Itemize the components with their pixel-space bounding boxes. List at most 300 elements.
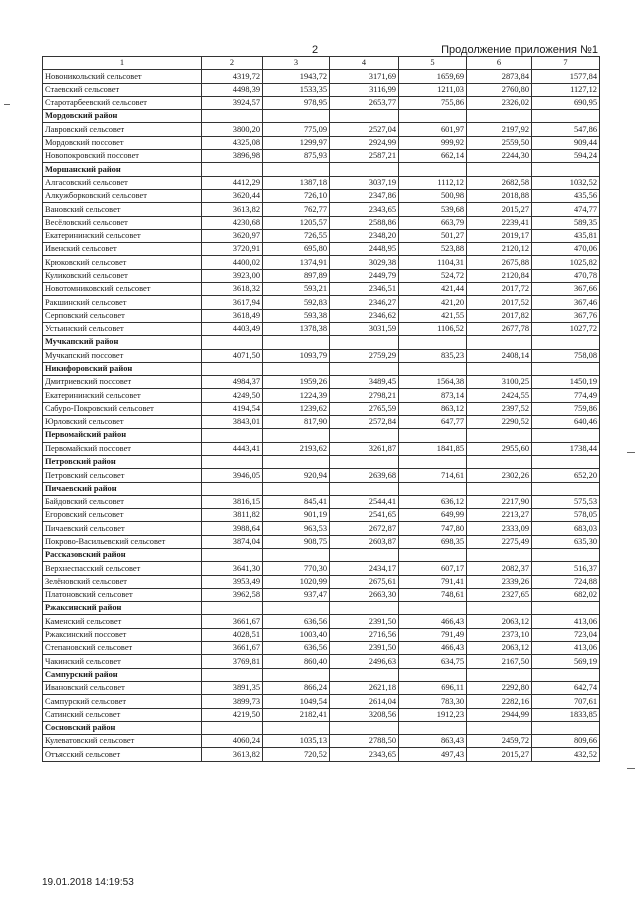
value-cell: 1106,52	[399, 322, 467, 335]
empty-cell	[330, 668, 399, 681]
value-cell: 909,44	[532, 136, 600, 149]
value-cell: 4249,50	[202, 389, 263, 402]
empty-cell	[202, 721, 263, 734]
district-row	[43, 482, 600, 495]
empty-cell	[399, 336, 467, 349]
value-cell: 2244,30	[467, 150, 532, 163]
value-cell: 1299,97	[263, 136, 330, 149]
empty-cell	[467, 429, 532, 442]
value-cell: 3891,35	[202, 681, 263, 694]
value-cell: 3617,94	[202, 296, 263, 309]
empty-cell	[263, 602, 330, 615]
value-cell: 2944,99	[467, 708, 532, 721]
settlement-name: Серповский сельсовет	[43, 309, 202, 322]
settlements-table	[42, 56, 600, 762]
table-row	[43, 655, 600, 668]
settlement-name: Юрловский сельсовет	[43, 416, 202, 429]
value-cell: 2391,50	[330, 642, 399, 655]
value-cell: 1049,54	[263, 695, 330, 708]
value-cell: 2572,84	[330, 416, 399, 429]
empty-cell	[263, 163, 330, 176]
value-cell: 421,20	[399, 296, 467, 309]
empty-cell	[202, 455, 263, 468]
empty-cell	[263, 455, 330, 468]
value-cell: 2182,41	[263, 708, 330, 721]
value-cell: 4325,08	[202, 136, 263, 149]
value-cell: 636,56	[263, 615, 330, 628]
value-cell: 2675,61	[330, 575, 399, 588]
value-cell: 1027,72	[532, 322, 600, 335]
value-cell: 3618,49	[202, 309, 263, 322]
value-cell: 4403,49	[202, 322, 263, 335]
value-cell: 4194,54	[202, 402, 263, 415]
value-cell: 3899,73	[202, 695, 263, 708]
table-row	[43, 469, 600, 482]
value-cell: 3116,99	[330, 83, 399, 96]
value-cell: 3800,20	[202, 123, 263, 136]
value-cell: 501,27	[399, 229, 467, 242]
table-row	[43, 748, 600, 761]
district-name: Мучкапский район	[43, 336, 202, 349]
value-cell: 720,52	[263, 748, 330, 761]
value-cell: 3261,87	[330, 442, 399, 455]
value-cell: 682,02	[532, 588, 600, 601]
value-cell: 3037,19	[330, 176, 399, 189]
value-cell: 2343,65	[330, 203, 399, 216]
value-cell: 4028,51	[202, 628, 263, 641]
settlement-name: Сабуро-Покровский сельсовет	[43, 402, 202, 415]
value-cell: 2292,80	[467, 681, 532, 694]
value-cell: 1093,79	[263, 349, 330, 362]
value-cell: 2639,68	[330, 469, 399, 482]
value-cell: 3661,67	[202, 642, 263, 655]
table-row	[43, 216, 600, 229]
value-cell: 636,56	[263, 642, 330, 655]
settlement-name: Егоровский сельсовет	[43, 509, 202, 522]
value-cell: 1020,99	[263, 575, 330, 588]
empty-cell	[202, 482, 263, 495]
value-cell: 2682,58	[467, 176, 532, 189]
table-row	[43, 283, 600, 296]
settlement-name: Екатерининский сельсовет	[43, 389, 202, 402]
value-cell: 1833,85	[532, 708, 600, 721]
value-cell: 690,95	[532, 96, 600, 109]
value-cell: 809,66	[532, 735, 600, 748]
value-cell: 755,86	[399, 96, 467, 109]
value-cell: 523,88	[399, 243, 467, 256]
value-cell: 435,81	[532, 229, 600, 242]
value-cell: 474,77	[532, 203, 600, 216]
district-name: Петровский район	[43, 455, 202, 468]
value-cell: 500,98	[399, 189, 467, 202]
value-cell: 770,30	[263, 562, 330, 575]
value-cell: 2424,55	[467, 389, 532, 402]
settlement-name: Лавровский сельсовет	[43, 123, 202, 136]
table-row	[43, 96, 600, 109]
value-cell: 470,06	[532, 243, 600, 256]
value-cell: 3843,01	[202, 416, 263, 429]
value-cell: 569,19	[532, 655, 600, 668]
district-row	[43, 362, 600, 375]
empty-cell	[330, 336, 399, 349]
value-cell: 594,24	[532, 150, 600, 163]
empty-cell	[532, 548, 600, 561]
table-row	[43, 735, 600, 748]
value-cell: 4230,68	[202, 216, 263, 229]
table-row	[43, 615, 600, 628]
value-cell: 2955,60	[467, 442, 532, 455]
value-cell: 578,05	[532, 509, 600, 522]
empty-cell	[263, 429, 330, 442]
value-cell: 3661,67	[202, 615, 263, 628]
table-row	[43, 695, 600, 708]
value-cell: 707,61	[532, 695, 600, 708]
value-cell: 683,03	[532, 522, 600, 535]
value-cell: 747,80	[399, 522, 467, 535]
empty-cell	[263, 482, 330, 495]
empty-cell	[532, 668, 600, 681]
district-name: Мордовский район	[43, 110, 202, 123]
settlement-name: Верхнеспасский сельсовет	[43, 562, 202, 575]
table-row	[43, 123, 600, 136]
value-cell: 3618,32	[202, 283, 263, 296]
value-cell: 2653,77	[330, 96, 399, 109]
settlement-name: Пичаевский сельсовет	[43, 522, 202, 535]
value-cell: 2326,02	[467, 96, 532, 109]
value-cell: 2587,21	[330, 150, 399, 163]
table-row	[43, 575, 600, 588]
empty-cell	[263, 362, 330, 375]
value-cell: 4984,37	[202, 376, 263, 389]
value-cell: 2603,87	[330, 535, 399, 548]
settlement-name: Зелёновский сельсовет	[43, 575, 202, 588]
value-cell: 3953,49	[202, 575, 263, 588]
value-cell: 726,55	[263, 229, 330, 242]
empty-cell	[330, 362, 399, 375]
value-cell: 873,14	[399, 389, 467, 402]
district-name: Пичаевский район	[43, 482, 202, 495]
district-name: Рассказовский район	[43, 548, 202, 561]
table-row	[43, 442, 600, 455]
table-row	[43, 269, 600, 282]
table-row	[43, 708, 600, 721]
value-cell: 2290,52	[467, 416, 532, 429]
value-cell: 1104,31	[399, 256, 467, 269]
value-cell: 2391,50	[330, 615, 399, 628]
empty-cell	[202, 602, 263, 615]
table-row	[43, 376, 600, 389]
empty-cell	[202, 429, 263, 442]
table-row	[43, 189, 600, 202]
value-cell: 1032,52	[532, 176, 600, 189]
settlement-name: Сампурский сельсовет	[43, 695, 202, 708]
settlement-name: Стаевский сельсовет	[43, 83, 202, 96]
empty-cell	[330, 429, 399, 442]
value-cell: 435,56	[532, 189, 600, 202]
empty-cell	[532, 362, 600, 375]
value-cell: 2063,12	[467, 642, 532, 655]
value-cell: 937,47	[263, 588, 330, 601]
settlement-name: Кулеватовский сельсовет	[43, 735, 202, 748]
empty-cell	[399, 110, 467, 123]
empty-cell	[532, 482, 600, 495]
settlement-name: Мордовский поссовет	[43, 136, 202, 149]
column-header: 5	[399, 57, 467, 70]
empty-cell	[263, 548, 330, 561]
value-cell: 1378,38	[263, 322, 330, 335]
empty-cell	[399, 163, 467, 176]
value-cell: 539,68	[399, 203, 467, 216]
empty-cell	[532, 429, 600, 442]
value-cell: 2496,63	[330, 655, 399, 668]
settlement-name: Мучкапский поссовет	[43, 349, 202, 362]
value-cell: 662,14	[399, 150, 467, 163]
table-row	[43, 642, 600, 655]
value-cell: 1564,38	[399, 376, 467, 389]
page-number: 2	[312, 44, 319, 56]
column-header: 6	[467, 57, 532, 70]
value-cell: 663,79	[399, 216, 467, 229]
value-cell: 3946,05	[202, 469, 263, 482]
value-cell: 1959,26	[263, 376, 330, 389]
table-row	[43, 349, 600, 362]
column-number-row	[43, 57, 600, 70]
empty-cell	[532, 721, 600, 734]
empty-cell	[202, 362, 263, 375]
value-cell: 2302,26	[467, 469, 532, 482]
value-cell: 3962,58	[202, 588, 263, 601]
empty-cell	[399, 668, 467, 681]
print-timestamp: 19.01.2018 14:19:53	[42, 877, 134, 888]
empty-cell	[467, 455, 532, 468]
empty-cell	[467, 336, 532, 349]
value-cell: 3613,82	[202, 203, 263, 216]
value-cell: 421,44	[399, 283, 467, 296]
value-cell: 3613,82	[202, 748, 263, 761]
table-row	[43, 296, 600, 309]
value-cell: 726,10	[263, 189, 330, 202]
empty-cell	[330, 721, 399, 734]
value-cell: 3620,97	[202, 229, 263, 242]
value-cell: 413,06	[532, 615, 600, 628]
empty-cell	[263, 668, 330, 681]
empty-cell	[330, 482, 399, 495]
value-cell: 714,61	[399, 469, 467, 482]
value-cell: 875,93	[263, 150, 330, 163]
settlement-name: Екатерининский сельсовет	[43, 229, 202, 242]
value-cell: 524,72	[399, 269, 467, 282]
value-cell: 2197,92	[467, 123, 532, 136]
table-row	[43, 628, 600, 641]
value-cell: 2327,65	[467, 588, 532, 601]
value-cell: 2672,87	[330, 522, 399, 535]
table-row	[43, 322, 600, 335]
value-cell: 2759,29	[330, 349, 399, 362]
value-cell: 845,41	[263, 495, 330, 508]
value-cell: 466,43	[399, 642, 467, 655]
value-cell: 2798,21	[330, 389, 399, 402]
value-cell: 652,20	[532, 469, 600, 482]
value-cell: 817,90	[263, 416, 330, 429]
value-cell: 2347,86	[330, 189, 399, 202]
settlement-name: Петровский сельсовет	[43, 469, 202, 482]
value-cell: 1387,18	[263, 176, 330, 189]
value-cell: 4060,24	[202, 735, 263, 748]
value-cell: 2541,65	[330, 509, 399, 522]
column-header: 2	[202, 57, 263, 70]
value-cell: 920,94	[263, 469, 330, 482]
value-cell: 516,37	[532, 562, 600, 575]
table-row	[43, 70, 600, 83]
value-cell: 2333,09	[467, 522, 532, 535]
value-cell: 2397,52	[467, 402, 532, 415]
value-cell: 2017,52	[467, 296, 532, 309]
value-cell: 1127,12	[532, 83, 600, 96]
settlement-name: Первомайский поссовет	[43, 442, 202, 455]
column-header: 1	[43, 57, 202, 70]
value-cell: 1035,13	[263, 735, 330, 748]
empty-cell	[263, 110, 330, 123]
settlement-name: Ракшинский сельсовет	[43, 296, 202, 309]
value-cell: 695,80	[263, 243, 330, 256]
value-cell: 3031,59	[330, 322, 399, 335]
value-cell: 4071,50	[202, 349, 263, 362]
district-row	[43, 455, 600, 468]
value-cell: 575,53	[532, 495, 600, 508]
value-cell: 2239,41	[467, 216, 532, 229]
value-cell: 4219,50	[202, 708, 263, 721]
value-cell: 592,83	[263, 296, 330, 309]
value-cell: 547,86	[532, 123, 600, 136]
value-cell: 3620,44	[202, 189, 263, 202]
district-name: Сампурский район	[43, 668, 202, 681]
table-row	[43, 243, 600, 256]
value-cell: 367,46	[532, 296, 600, 309]
value-cell: 1211,03	[399, 83, 467, 96]
value-cell: 466,43	[399, 615, 467, 628]
empty-cell	[202, 668, 263, 681]
district-row	[43, 163, 600, 176]
empty-cell	[263, 721, 330, 734]
district-row	[43, 336, 600, 349]
value-cell: 2677,78	[467, 322, 532, 335]
table-row	[43, 681, 600, 694]
value-cell: 2449,79	[330, 269, 399, 282]
value-cell: 2017,72	[467, 283, 532, 296]
value-cell: 3720,91	[202, 243, 263, 256]
table-body	[43, 70, 600, 761]
value-cell: 908,75	[263, 535, 330, 548]
value-cell: 3988,64	[202, 522, 263, 535]
district-row	[43, 668, 600, 681]
value-cell: 762,77	[263, 203, 330, 216]
empty-cell	[399, 482, 467, 495]
value-cell: 635,30	[532, 535, 600, 548]
value-cell: 897,89	[263, 269, 330, 282]
value-cell: 421,55	[399, 309, 467, 322]
value-cell: 866,24	[263, 681, 330, 694]
value-cell: 497,43	[399, 748, 467, 761]
settlement-name: Степановский сельсовет	[43, 642, 202, 655]
district-row	[43, 110, 600, 123]
value-cell: 634,75	[399, 655, 467, 668]
value-cell: 1205,57	[263, 216, 330, 229]
settlement-name: Новопокровский поссовет	[43, 150, 202, 163]
value-cell: 593,21	[263, 283, 330, 296]
value-cell: 2120,12	[467, 243, 532, 256]
value-cell: 1003,40	[263, 628, 330, 641]
value-cell: 2348,20	[330, 229, 399, 242]
column-header: 4	[330, 57, 399, 70]
empty-cell	[467, 362, 532, 375]
empty-cell	[330, 110, 399, 123]
value-cell: 901,19	[263, 509, 330, 522]
value-cell: 2018,88	[467, 189, 532, 202]
value-cell: 698,35	[399, 535, 467, 548]
table-row	[43, 136, 600, 149]
table-row	[43, 509, 600, 522]
district-name: Первомайский район	[43, 429, 202, 442]
settlement-name: Алгасовский сельсовет	[43, 176, 202, 189]
settlement-name: Байдовский сельсовет	[43, 495, 202, 508]
value-cell: 2760,80	[467, 83, 532, 96]
table-row	[43, 229, 600, 242]
value-cell: 4319,72	[202, 70, 263, 83]
value-cell: 2343,65	[330, 748, 399, 761]
value-cell: 601,97	[399, 123, 467, 136]
value-cell: 367,66	[532, 283, 600, 296]
settlement-name: Сатинский сельсовет	[43, 708, 202, 721]
empty-cell	[399, 455, 467, 468]
value-cell: 636,12	[399, 495, 467, 508]
value-cell: 2346,27	[330, 296, 399, 309]
value-cell: 413,06	[532, 642, 600, 655]
right-margin-mark	[627, 452, 635, 453]
value-cell: 2588,86	[330, 216, 399, 229]
value-cell: 367,76	[532, 309, 600, 322]
value-cell: 3811,82	[202, 509, 263, 522]
empty-cell	[330, 455, 399, 468]
settlement-name: Чакинский сельсовет	[43, 655, 202, 668]
empty-cell	[399, 602, 467, 615]
value-cell: 1239,62	[263, 402, 330, 415]
value-cell: 2063,12	[467, 615, 532, 628]
value-cell: 2193,62	[263, 442, 330, 455]
empty-cell	[202, 336, 263, 349]
value-cell: 2716,56	[330, 628, 399, 641]
continuation-label: Продолжение приложения №1	[441, 44, 598, 56]
empty-cell	[467, 110, 532, 123]
value-cell: 4412,29	[202, 176, 263, 189]
column-header: 7	[532, 57, 600, 70]
value-cell: 4400,02	[202, 256, 263, 269]
value-cell: 3171,69	[330, 70, 399, 83]
settlement-name: Новоникольский сельсовет	[43, 70, 202, 83]
value-cell: 2373,10	[467, 628, 532, 641]
value-cell: 791,49	[399, 628, 467, 641]
value-cell: 3208,56	[330, 708, 399, 721]
left-margin-mark	[4, 104, 10, 105]
settlement-name: Новотомниковский сельсовет	[43, 283, 202, 296]
value-cell: 1738,44	[532, 442, 600, 455]
table-row	[43, 495, 600, 508]
empty-cell	[399, 429, 467, 442]
value-cell: 2527,04	[330, 123, 399, 136]
value-cell: 2017,82	[467, 309, 532, 322]
empty-cell	[532, 455, 600, 468]
empty-cell	[399, 362, 467, 375]
settlement-name: Весёловский сельсовет	[43, 216, 202, 229]
